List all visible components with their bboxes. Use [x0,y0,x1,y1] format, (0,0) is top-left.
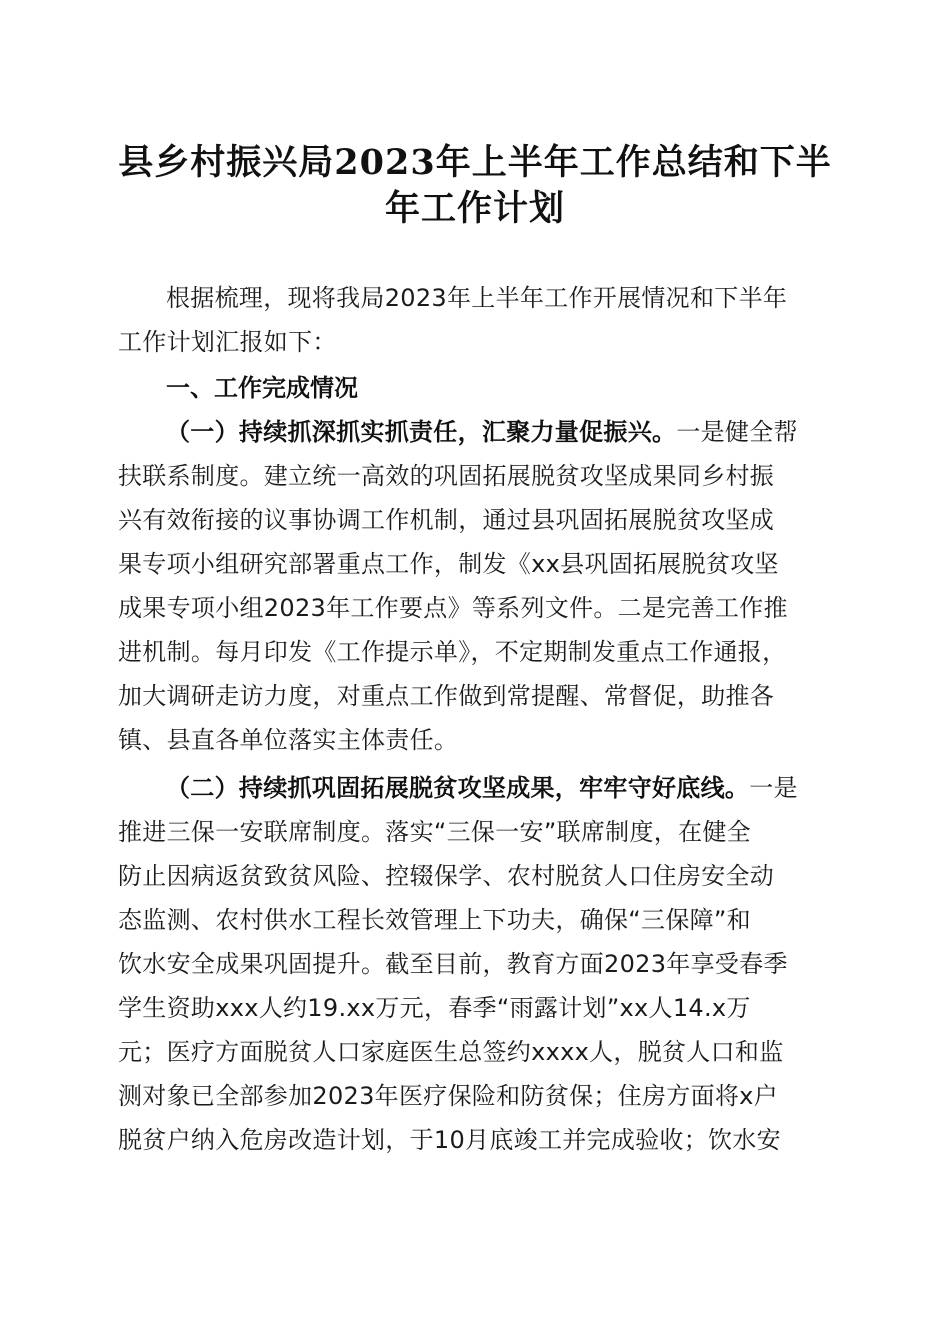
para1-line-3: 兴有效衔接的议事协调工作机制，通过县巩固拓展脱贫攻坚成 [118,506,775,534]
para2-line-3: 防止因病返贫致贫风险、控辍保学、农村脱贫人口住房安全动 [118,862,775,890]
para1-line-8: 镇、县直各单位落实主体责任。 [118,726,459,754]
para1-line-6: 进机制。每月印发《工作提示单》，不定期制发重点工作通报， [118,638,787,666]
intro-line-2: 工作计划汇报如下： [118,328,337,356]
intro-line-1: 根据梳理，现将我局2023年上半年工作开展情况和下半年 [166,284,788,312]
para2-line-9: 脱贫户纳入危房改造计划，于10月底竣工并完成验收；饮水安 [118,1126,781,1154]
para1-line-4: 果专项小组研究部署重点工作，制发《xx县巩固拓展脱贫攻坚 [118,550,779,578]
para2-line-8: 测对象已全部参加2023年医疗保险和防贫保；住房方面将x户 [118,1082,778,1110]
para1-line-5: 成果专项小组2023年工作要点》等系列文件。二是完善工作推 [118,594,788,622]
para2-line-2: 推进三保一安联席制度。落实“三保一安”联席制度，在健全 [118,818,751,846]
para2-line-5: 饮水安全成果巩固提升。截至目前，教育方面2023年享受春季 [118,950,788,978]
para2-line-7: 元；医疗方面脱贫人口家庭医生总签约xxxx人，脱贫人口和监 [118,1038,784,1066]
para2-line-1 [118,766,878,810]
document-title-line-1: 县乡村振兴局2023年上半年工作总结和下半 [118,142,832,183]
para2-lead: （二）持续抓巩固拓展脱贫攻坚成果，牢牢守好底线。 [166,774,750,802]
para2-first-line-rest: 一是 [749,774,798,802]
document-title-line-2: 年工作计划 [384,188,565,229]
para1-first-line-rest: 一是健全帮 [676,418,798,446]
para2-line-4: 态监测、农村供水工程长效管理上下功夫，确保“三保障”和 [118,906,751,934]
section-heading-work-completion: 一、工作完成情况 [166,374,358,402]
para1-line-7: 加大调研走访力度，对重点工作做到常提醒、常督促，助推各 [118,682,775,710]
para1-line-2: 扶联系制度。建立统一高效的巩固拓展脱贫攻坚成果同乡村振 [118,462,775,490]
para2-line-6: 学生资助xxx人约19.xx万元，春季“雨露计划”xx人14.x万 [118,994,751,1022]
para1-line-1 [118,410,878,454]
para1-lead: （一）持续抓深抓实抓责任，汇聚力量促振兴。 [166,418,677,446]
